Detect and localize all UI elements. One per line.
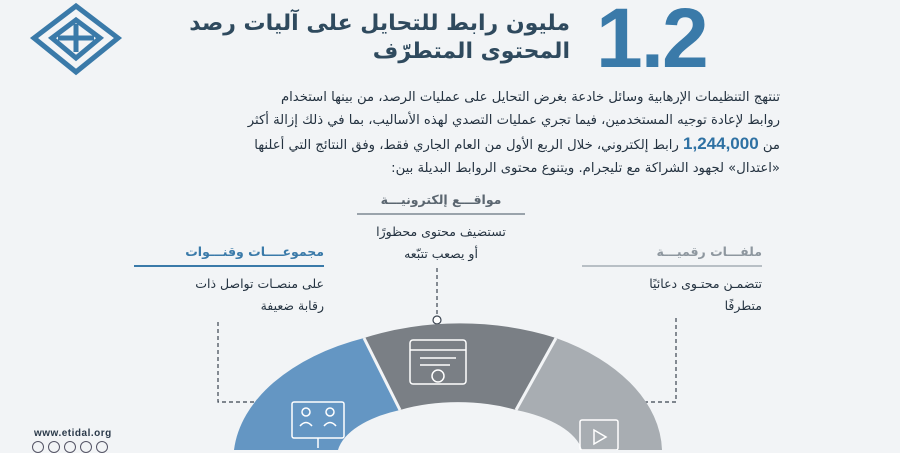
category-groups-rule xyxy=(134,265,324,267)
intro-line-2: روابط لإعادة توجيه المستخدمين، فيما تجري عمليات التصدي لهذه الأساليب، بما في ذلك إزالة أكثر xyxy=(247,113,780,128)
category-groups xyxy=(134,242,324,317)
connector-dot-websites xyxy=(433,316,441,324)
intro-line-3-suffix: رابط إلكتروني، خلال الربع الأول من العام الجاري فقط، وفق النتائج التي أعلنها xyxy=(254,138,679,153)
intro-paragraph xyxy=(120,86,780,180)
facebook-icon[interactable] xyxy=(64,441,76,453)
category-files xyxy=(582,242,762,317)
page-title xyxy=(150,10,570,66)
category-files-title: ملفـــات رقميـــة xyxy=(656,244,762,259)
youtube-icon[interactable] xyxy=(48,441,60,453)
category-websites-desc-1: تستضيف محتوى محظورًا xyxy=(376,224,506,239)
title-line-2: المحتوى المتطرّف xyxy=(372,39,570,64)
linkedin-icon[interactable] xyxy=(96,441,108,453)
headline-number: 1.2 xyxy=(596,0,707,85)
category-groups-title: مجموعــــات وقنـــوات xyxy=(185,244,324,259)
category-websites-title: مواقـــع إلكترونيـــة xyxy=(380,192,502,207)
category-groups-desc-2: رقابة ضعيفة xyxy=(260,298,324,313)
connector-groups xyxy=(218,322,260,402)
removed-links-count: 1,244,000 xyxy=(683,134,759,153)
title-line-1: مليون رابط للتحايل على آليات رصد xyxy=(189,11,570,36)
social-icons xyxy=(32,441,108,453)
category-websites-desc-2: أو يصعب تتبّعه xyxy=(404,246,478,261)
website-link[interactable]: www.etidal.org xyxy=(34,428,112,439)
connector-files xyxy=(636,318,676,402)
intro-line-4: «اعتدال» لجهود الشراكة مع تليجرام. ويتنوع محتوى الروابط البديلة بين: xyxy=(391,161,780,176)
etidal-logo xyxy=(28,2,124,76)
category-websites-rule xyxy=(357,213,525,215)
intro-line-3-prefix: من xyxy=(762,138,780,153)
intro-line-3 xyxy=(120,132,780,157)
category-files-desc-2: متطرفًا xyxy=(724,298,762,313)
category-files-desc-1: تتضمـن محتـوى دعائيًا xyxy=(649,276,762,291)
category-groups-desc-1: على منصـات تواصل ذات xyxy=(195,276,324,291)
instagram-icon[interactable] xyxy=(80,441,92,453)
x-icon[interactable] xyxy=(32,441,44,453)
category-websites xyxy=(354,190,528,265)
category-files-rule xyxy=(582,265,762,267)
intro-line-1: تنتهج التنظيمات الإرهابية وسائل خادعة بغرض التحايل على عمليات الرصد، من بينها استخدام xyxy=(280,90,780,105)
